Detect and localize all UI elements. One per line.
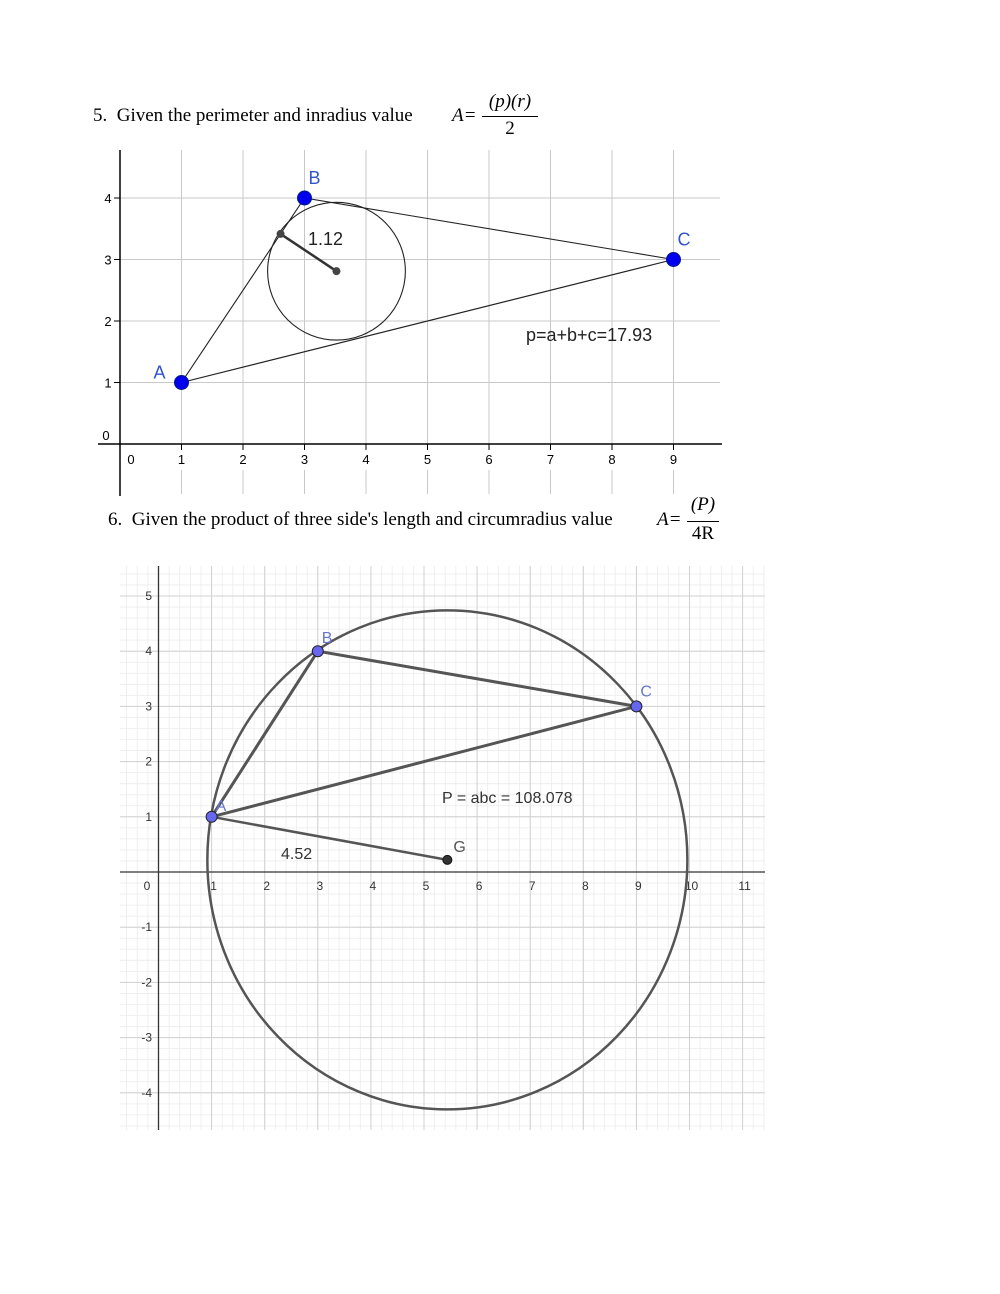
x-tick-label: 0: [143, 879, 151, 893]
x-tick-label: 6: [475, 879, 483, 893]
y-tick-label: -1: [141, 920, 152, 935]
point-label-c: C: [640, 683, 652, 701]
x-tick-label: 4: [369, 879, 377, 893]
x-tick-label: 6: [485, 452, 493, 467]
problem-5-number: 5.: [93, 105, 108, 126]
x-tick-label: 5: [423, 452, 432, 467]
y-tick-label: 2: [145, 754, 152, 769]
y-tick-label: 2: [104, 314, 112, 329]
y-tick-label: 0: [102, 428, 110, 443]
circumradius-label: 4.52: [281, 846, 313, 863]
x-tick-label: 4: [362, 452, 370, 467]
y-tick-label: -3: [141, 1030, 152, 1045]
point-c: [631, 701, 642, 712]
y-tick-label: 3: [104, 252, 112, 268]
point-g: [443, 855, 452, 864]
point-label-g: G: [453, 838, 466, 856]
y-tick-label: 1: [145, 809, 152, 824]
x-tick-label: 2: [263, 879, 271, 893]
vertex-label-c: C: [677, 229, 691, 250]
y-tick-label: -4: [141, 1085, 152, 1100]
formula-5-denominator: 2: [505, 118, 515, 139]
x-tick-label: 1: [177, 452, 186, 467]
y-tick-label: 3: [145, 699, 152, 714]
point-label-b: B: [321, 630, 333, 648]
x-tick-label: 7: [546, 452, 555, 467]
x-tick-label: 7: [528, 879, 536, 893]
x-tick-label: 3: [300, 452, 309, 467]
inradius-label: 1.12: [308, 229, 344, 249]
x-tick-label: 10: [684, 879, 699, 893]
x-tick-label: 8: [608, 452, 616, 467]
x-tick-label: 0: [127, 452, 135, 467]
problem-6-number: 6.: [108, 509, 123, 530]
perimeter-annotation: p=a+b+c=17.93: [526, 325, 653, 345]
problem-5-text: Given the perimeter and inradius value: [116, 105, 413, 126]
formula-6-denominator: 4R: [691, 523, 715, 544]
y-tick-label: 1: [104, 375, 112, 391]
x-tick-label: 9: [669, 452, 678, 467]
y-tick-label: 4: [104, 191, 112, 206]
x-tick-label: 2: [239, 452, 247, 467]
x-tick-label: 9: [635, 879, 642, 893]
x-tick-label: 11: [738, 879, 751, 893]
problem-6-text: Given the product of three side's length and circumradius value: [131, 509, 613, 530]
circumradius-segment: [212, 817, 448, 860]
vertex-label-b: B: [308, 168, 321, 188]
x-tick-label: 5: [422, 879, 430, 893]
x-tick-label: 8: [581, 879, 589, 893]
formula-6-numerator: (P): [690, 494, 716, 515]
x-tick-label: 3: [316, 879, 324, 893]
product-annotation: P = abc = 108.078: [442, 790, 573, 807]
point-label-a: A: [215, 797, 227, 815]
y-tick-label: 4: [145, 644, 152, 659]
formula-5-lhs: A=: [452, 105, 477, 126]
formula-5-numerator: (p)(r): [488, 91, 532, 112]
y-tick-label: 5: [145, 589, 152, 603]
x-tick-label: 1: [210, 879, 217, 893]
formula-6-lhs: A=: [657, 509, 682, 530]
y-tick-label: -2: [141, 975, 152, 990]
point-b: [312, 646, 323, 657]
vertex-label-a: A: [153, 362, 166, 383]
